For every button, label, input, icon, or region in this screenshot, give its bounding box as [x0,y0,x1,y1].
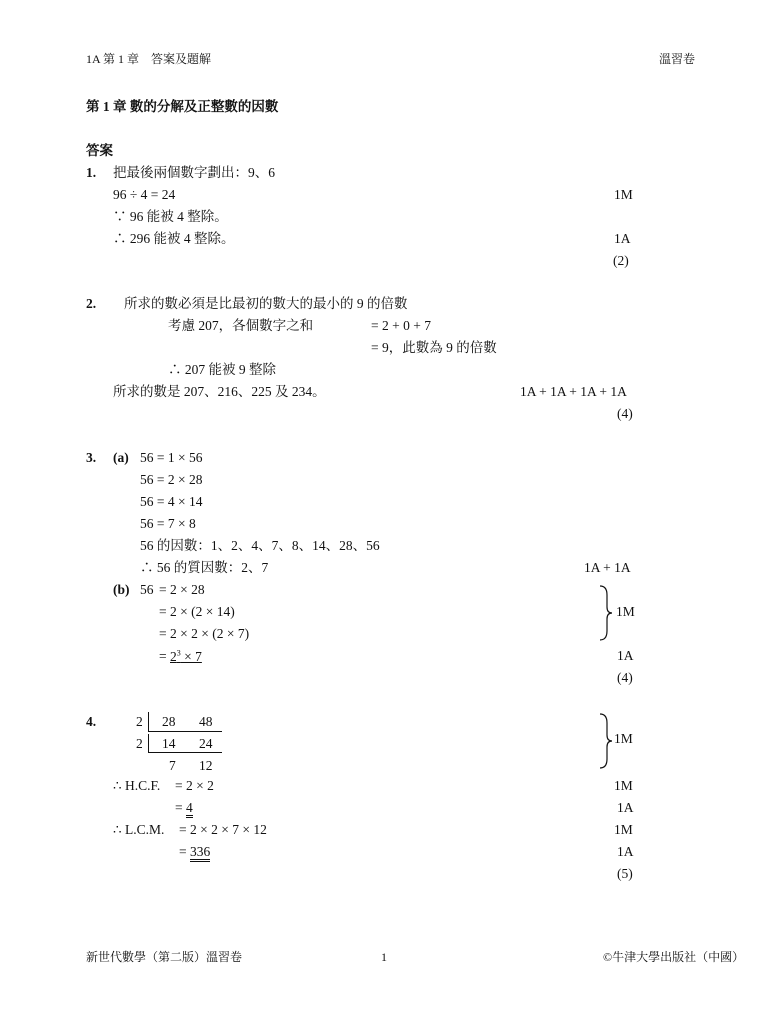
q1-line-4: ∴ 296 能被 4 整除。 [113,231,235,246]
q4-lcm-result-eq: = [179,844,187,859]
q4-mark-2: 1A [617,800,634,815]
q3-b-mark-2: 1A [617,648,634,663]
q3-b-mark-1: 1M [616,604,635,619]
q2-line-1: 所求的數必須是比最初的數大的最小的 9 的倍數 [124,296,408,311]
q4-row3-b: 12 [199,758,213,773]
q3-b-label: (b) [113,582,130,597]
q3-b-answer-exp: 3 [176,648,181,657]
q4-row2-a: 14 [162,736,176,751]
q1-number: 1. [86,165,97,180]
q1-total: (2) [613,253,629,268]
q4-lcm-label: ∴ L.C.M. [113,822,165,837]
header-right: 溫習卷 [659,52,696,66]
q4-mark-4: 1A [617,844,634,859]
q1-line-1: 把最後兩個數字劃出：9、6 [113,165,275,180]
q4-hcf-result [175,801,193,815]
q4-row2-b: 24 [199,736,213,751]
header-left: 1A 第 1 章 答案及題解 [86,52,212,66]
q3-a-line-6: ∴ 56 的質因數：2、7 [140,560,269,575]
q4-mark-3: 1M [614,822,633,837]
q1-line-3: ∵ 96 能被 4 整除。 [113,209,228,224]
q4-mark-1: 1M [614,778,633,793]
q4-ladder-vline-1 [148,712,149,731]
q4-row1-a: 28 [162,714,176,729]
q4-hcf-label: ∴ H.C.F. [113,778,161,793]
q2-marks: 1A + 1A + 1A + 1A [520,384,627,399]
q3-a-line-4: 56 = 7 × 8 [140,516,196,531]
q1-mark-1: 1M [614,187,633,202]
footer-right: ©牛津大學出版社（中國） [603,950,745,964]
q2-total: (4) [617,406,633,421]
q3-a-marks: 1A + 1A [584,560,631,575]
q4-brace [598,713,614,769]
q4-hcf-answer: 4 [186,800,193,818]
q4-hcf-result-eq: = [175,800,183,815]
footer-left: 新世代數學（第二版）溫習卷 [86,950,243,964]
q4-divisor-1: 2 [136,714,143,729]
q4-total: (5) [617,866,633,881]
q3-b-answer-rest: × 7 [180,648,202,664]
q3-b-line-1-lhs: 56 [140,582,154,597]
q3-b-line-1: = 2 × 28 [159,582,205,597]
q4-lcm-result [179,845,210,859]
q1-mark-2: 1A [614,231,631,246]
q3-b-brace [598,585,614,641]
q3-b-answer-base: 2 [170,648,177,664]
q3-a-line-3: 56 = 4 × 14 [140,494,203,509]
q3-a-line-2: 56 = 2 × 28 [140,472,203,487]
q4-divisor-2: 2 [136,736,143,751]
page-title: 第 1 章 數的分解及正整數的因數 [86,99,279,114]
q2-line-2: 考慮 207，各個數字之和 [168,318,314,333]
q4-row3-a: 7 [169,758,176,773]
q1-line-2: 96 ÷ 4 = 24 [113,187,176,202]
q2-line-4: 所求的數是 207、216、225 及 234。 [113,384,326,399]
q4-number: 4. [86,714,97,729]
q2-line-3: ∴ 207 能被 9 整除 [168,362,276,377]
q3-b-line-4-eq: = [159,648,167,664]
q4-ladder-hline-1 [148,731,222,732]
q2-number: 2. [86,296,97,311]
q3-a-line-1: 56 = 1 × 56 [140,450,203,465]
q2-eq-2: = 9，此數為 9 的倍數 [371,340,497,355]
q4-brace-mark: 1M [614,731,633,746]
q3-number: 3. [86,450,97,465]
q3-b-line-3: = 2 × 2 × (2 × 7) [159,626,250,641]
q3-a-label: (a) [113,450,129,465]
q3-b-line-2: = 2 × (2 × 14) [159,604,235,619]
section-heading: 答案 [86,143,113,158]
q4-ladder-hline-2 [148,752,222,753]
footer-page-number: 1 [381,950,387,964]
q3-b-line-4 [159,649,202,663]
q3-total: (4) [617,670,633,685]
q4-lcm-answer: 336 [190,844,210,862]
q2-eq-1: = 2 + 0 + 7 [371,318,431,333]
q4-ladder-vline-2 [148,734,149,752]
q3-b-answer [170,649,202,664]
q4-lcm-eq: = 2 × 2 × 7 × 12 [179,822,267,837]
q4-hcf-eq: = 2 × 2 [175,778,214,793]
q3-a-line-5: 56 的因數：1、2、4、7、8、14、28、56 [140,538,380,553]
q4-row1-b: 48 [199,714,213,729]
